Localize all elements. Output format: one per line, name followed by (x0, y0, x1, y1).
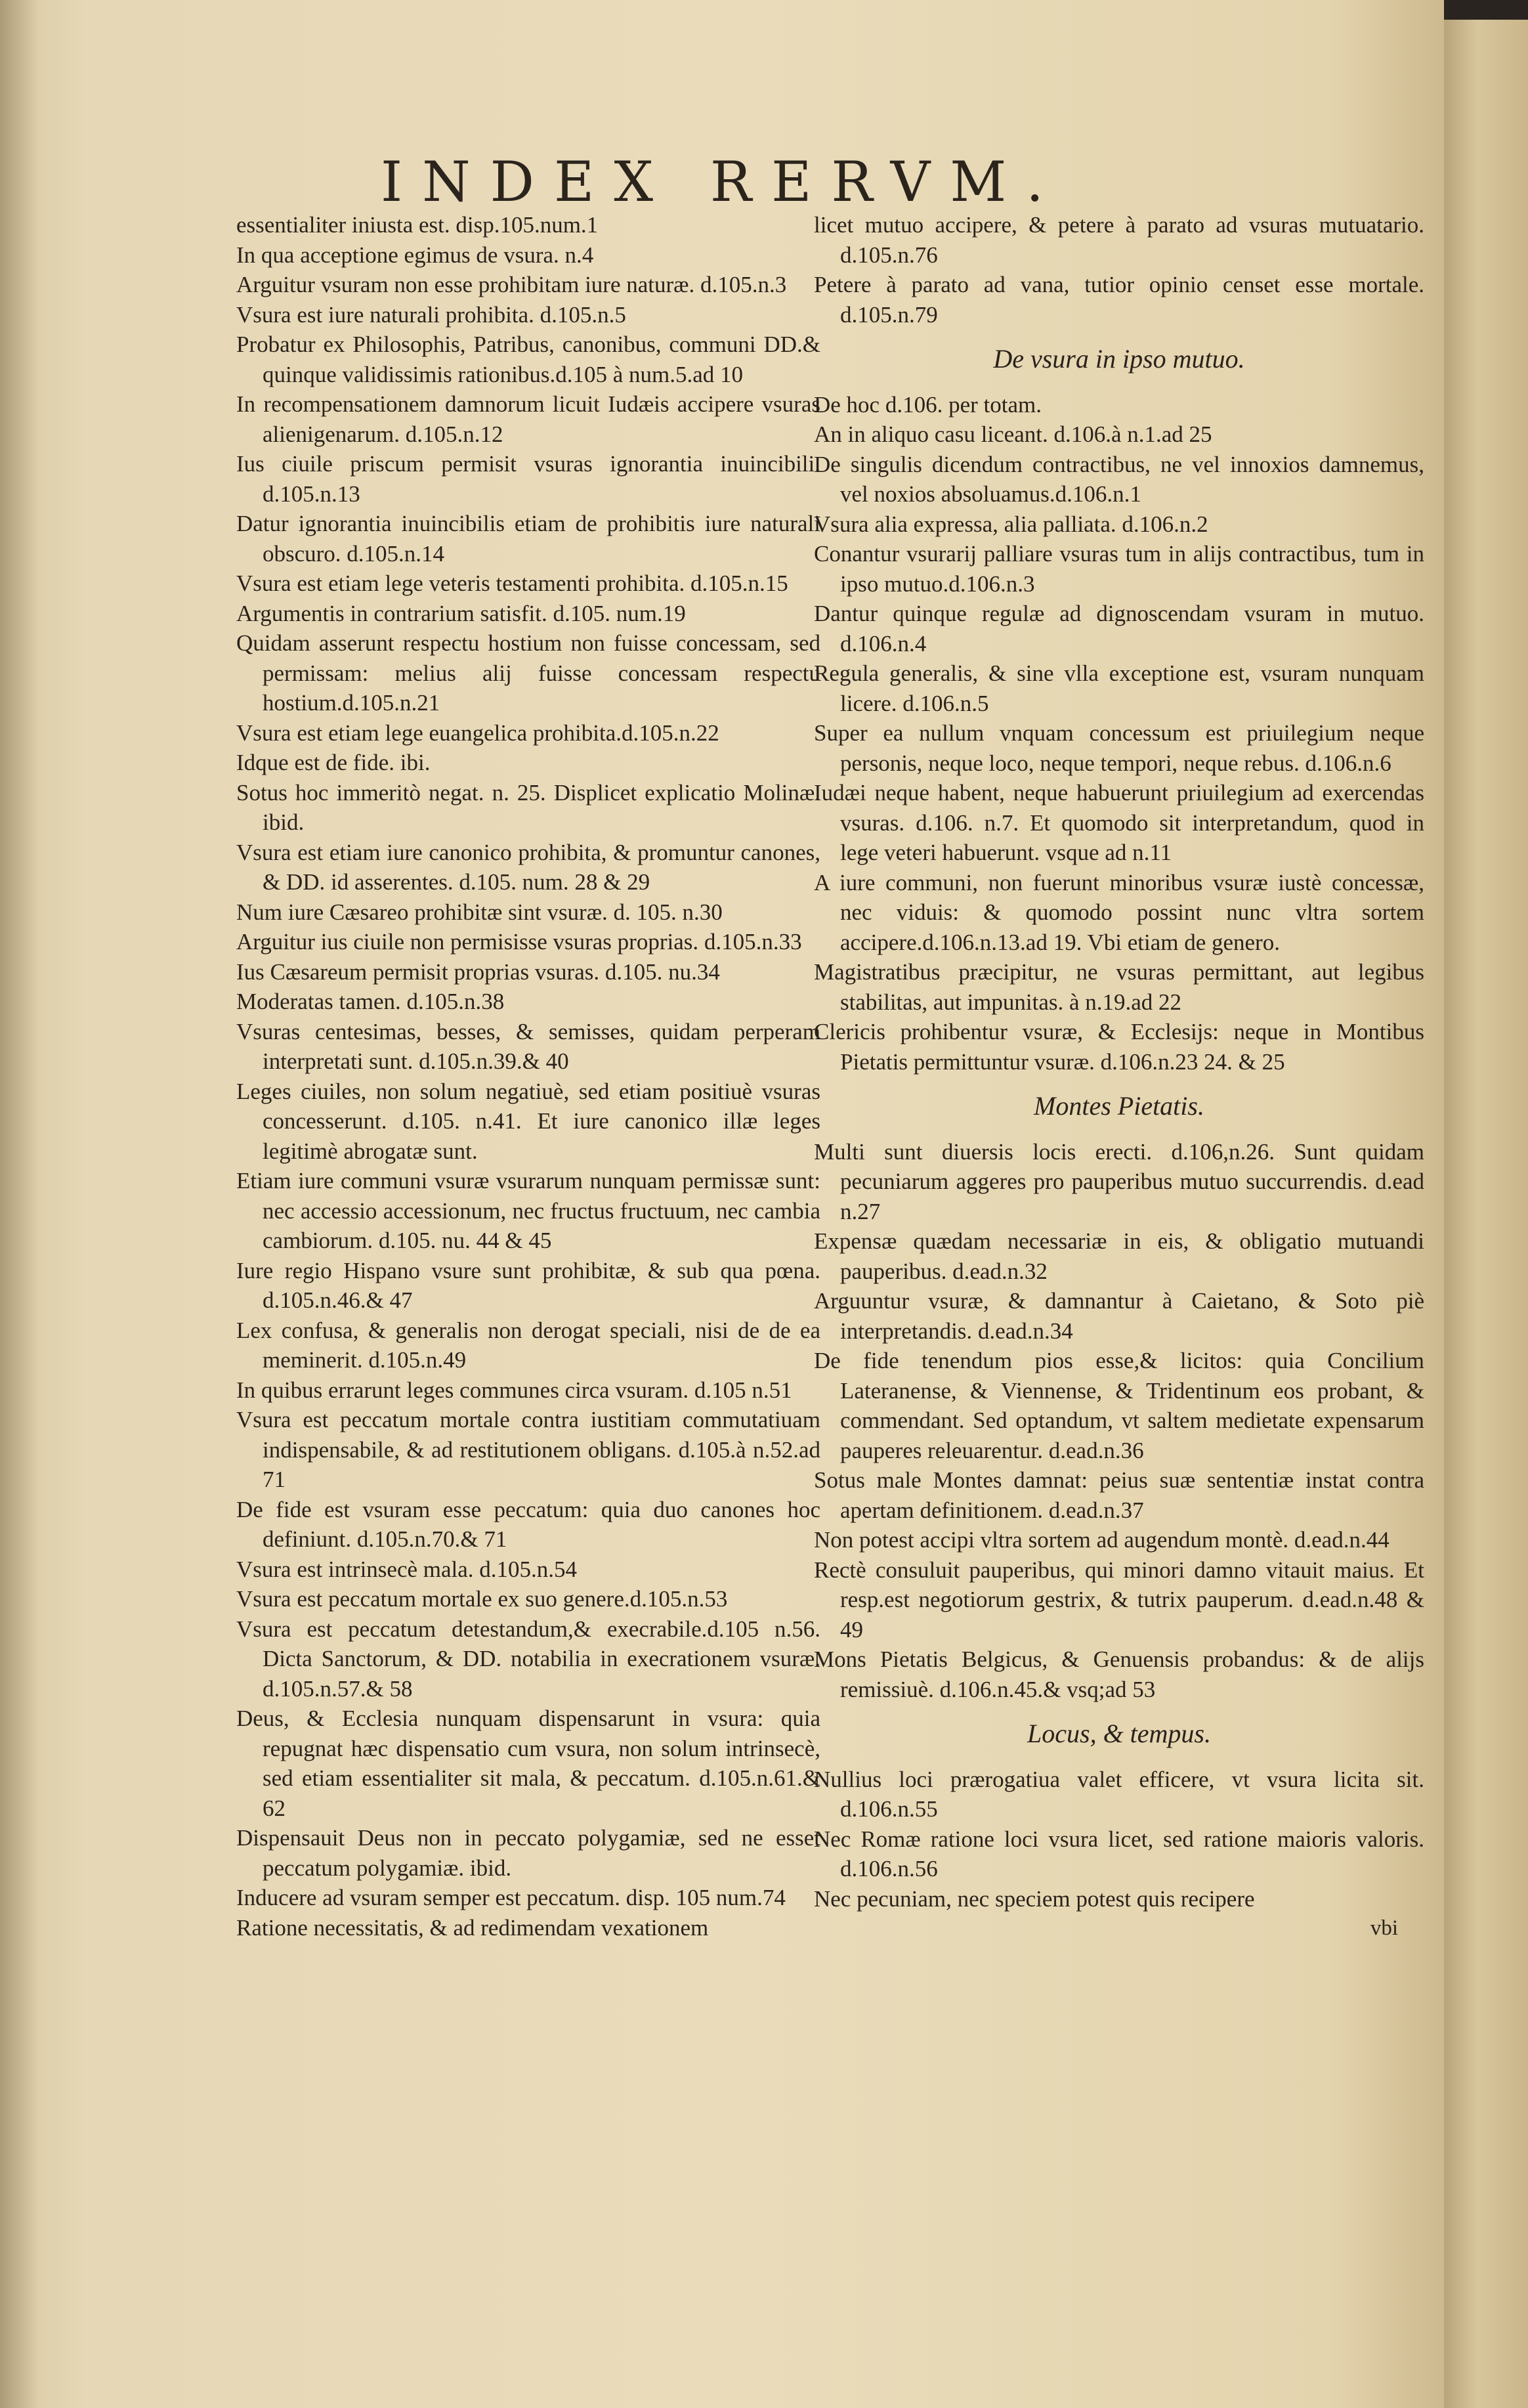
index-entry: Dantur quinque regulæ ad dignoscendam vsuram in mutuo. d.106.n.4 (814, 601, 1424, 656)
index-entry: Multi sunt diuersis locis erecti. d.106,n.26. Sunt quidam pecuniarum aggeres pro pauperibus mutuo succurrendis. d.ead n.27 (814, 1138, 1424, 1224)
left-column (236, 210, 820, 1943)
index-entry: Vsura est peccatum mortale contra iustitiam commutatiuam indispensabile, & ad restitutionem obligans. d.105.à n.52.ad 71 (236, 1407, 820, 1492)
index-entry: Arguitur vsuram non esse prohibitam iure naturæ. d.105.n.3 (236, 272, 787, 297)
index-entry: Arguitur ius ciuile non permisisse vsuras proprias. d.105.n.33 (236, 929, 802, 955)
index-entry: Magistratibus præcipitur, ne vsuras permittant, aut legibus stabilitas, aut impunitas. à n.19.ad 22 (814, 959, 1424, 1015)
index-entry: Quidam asserunt respectu hostium non fuisse concessam, sed permissam: melius alij fuisse concessam respectu hostium.d.105.n.21 (236, 630, 820, 716)
index-entry: An in aliquo casu liceant. d.106.à n.1.ad 25 (814, 421, 1212, 447)
index-entry: Idque est de fide. ibi. (236, 750, 431, 775)
index-entry: Iure regio Hispano vsure sunt prohibitæ, & sub qua pœna. d.105.n.46.& 47 (236, 1257, 820, 1313)
index-entry: Leges ciuiles, non solum negatiuè, sed etiam positiuè vsuras concesserunt. d.105. n.41. Et iure canonico illæ leges legitimè abrogatæ sunt. (236, 1078, 820, 1164)
index-entry: De fide tenendum pios esse,& licitos: quia Concilium Lateranense, & Viennense, & Tridentinum eos probant, & commendant. Sed optandum, vt saltem medietate expensarum pauperes releuarentur. d.ead.n.36 (814, 1348, 1424, 1463)
index-entry: Vsura est iure naturali prohibita. d.105.n.5 (236, 301, 626, 328)
index-entry: Mons Pietatis Belgicus, & Genuensis probandus: & de alijs remissiuè. d.106.n.45.& vsq;ad 53 (814, 1646, 1424, 1702)
index-entry: In qua acceptione egimus de vsura. n.4 (236, 242, 594, 268)
index-entry: licet mutuo accipere, & petere à parato ad vsuras mutuatario. d.105.n.76 (814, 212, 1424, 268)
index-entry: Etiam iure communi vsuræ vsurarum nunquam permissæ sunt: nec accessio accessionum, nec fructus fructuum, nec cambia cambiorum. d.105. nu. 44 & 45 (236, 1168, 820, 1253)
right-column (814, 210, 1424, 1944)
index-entry: De singulis dicendum contractibus, ne vel innoxios damnemus, vel noxios absoluamus.d.106.n.1 (814, 451, 1424, 507)
index-entry: Arguuntur vsuræ, & damnantur à Caietano, & Soto piè interpretandis. d.ead.n.34 (814, 1288, 1424, 1344)
index-entry: Vsura est etiam lege veteris testamenti prohibita. d.105.n.15 (236, 570, 788, 596)
index-entry: Num iure Cæsareo prohibitæ sint vsuræ. d. 105. n.30 (236, 899, 723, 925)
index-entry: Lex confusa, & generalis non derogat speciali, nisi de de ea meminerit. d.105.n.49 (236, 1317, 820, 1373)
index-entry: Super ea nullum vnquam concessum est priuilegium neque personis, neque loco, neque tempori, neque rebus. d.106.n.6 (814, 720, 1424, 776)
index-entry: Sotus hoc immeritò negat. n. 25. Displicet explicatio Molinæ. ibid. (236, 779, 820, 835)
index-entry: Vsura alia expressa, alia palliata. d.106.n.2 (814, 511, 1208, 537)
index-entry: Ius ciuile priscum permisit vsuras ignorantia inuincibili. d.105.n.13 (236, 451, 820, 507)
next-page-edge (1444, 20, 1528, 2408)
index-entry: essentialiter iniusta est. disp.105.num.1 (236, 212, 599, 238)
index-entry: Dispensauit Deus non in peccato polygamiæ, sed ne esset peccatum polygamiæ. ibid. (236, 1825, 820, 1881)
index-entry: Nec pecuniam, nec speciem potest quis recipere (814, 1885, 1255, 1912)
index-entry: Moderatas tamen. d.105.n.38 (236, 989, 505, 1014)
index-entry: Vsura est intrinsecè mala. d.105.n.54 (236, 1556, 578, 1582)
index-entry: Argumentis in contrarium satisfit. d.105. num.19 (236, 600, 686, 626)
section-heading: De vsura in ipso mutuo. (993, 344, 1245, 374)
index-entry: A iure communi, non fuerunt minoribus vsuræ iustè concessæ, nec viduis: & quomodo possint nunc vltra sortem accipere.d.106.n.13.ad 19. Vbi etiam de genero. (814, 869, 1424, 955)
section-heading: Locus, & tempus. (1027, 1719, 1211, 1748)
index-entry: De fide est vsuram esse peccatum: quia duo canones hoc definiunt. d.105.n.70.& 71 (236, 1496, 820, 1552)
index-entry: Rectè consuluit pauperibus, qui minori damno vitauit maius. Et resp.est negotiorum gestrix, & tutrix pauperum. d.ead.n.48 & 49 (814, 1557, 1424, 1643)
index-entry: Nec Romæ ratione loci vsura licet, sed ratione maioris valoris. d.106.n.56 (814, 1826, 1424, 1881)
index-entry: Vsura est peccatum detestandum,& execrabile.d.105 n.56. Dicta Sanctorum, & DD. notabilia in execrationem vsuræ. d.105.n.57.& 58 (236, 1616, 820, 1702)
index-entry: Datur ignorantia inuincibilis etiam de prohibitis iure naturali obscuro. d.105.n.14 (236, 511, 820, 567)
index-entry: Ius Cæsareum permisit proprias vsuras. d.105. nu.34 (236, 958, 720, 985)
index-entry: Petere à parato ad vana, tutior opinio censet esse mortale. d.105.n.79 (814, 272, 1424, 328)
index-entry: Clericis prohibentur vsuræ, & Ecclesijs: neque in Montibus Pietatis permittuntur vsuræ. d.106.n.23 24. & 25 (814, 1019, 1424, 1075)
index-entry: In recompensationem damnorum licuit Iudæis accipere vsuras alienigenarum. d.105.n.12 (236, 391, 820, 447)
index-entry: Sotus male Montes damnat: peius suæ sententiæ instat contra apertam definitionem. d.ead.n.37 (814, 1467, 1424, 1523)
index-entry: Vsura est etiam lege euangelica prohibita.d.105.n.22 (236, 720, 719, 746)
index-entry: Conantur vsurarij palliare vsuras tum in alijs contractibus, tum in ipso mutuo.d.106.n.3 (814, 541, 1424, 597)
index-entry: Deus, & Ecclesia nunquam dispensarunt in vsura: quia repugnat hæc dispensatio cum vsura, non solum intrinsecè, sed etiam essentialiter sit mala, & peccatum. d.105.n.61.& 62 (236, 1706, 820, 1821)
index-entry: Iudæi neque habent, neque habuerunt priuilegium ad exercendas vsuras. d.106. n.7. Et quomodo sit interpretandum, quod in lege veteri habuerunt. vsque ad n.11 (814, 780, 1424, 865)
index-entry: Nullius loci prærogatiua valet efficere, vt vsura licita sit. d.106.n.55 (814, 1766, 1424, 1822)
index-entry: Vsuras centesimas, besses, & semisses, quidam perperam interpretati sunt. d.105.n.39.& 40 (236, 1018, 820, 1074)
index-entry: Regula generalis, & sine vlla exceptione est, vsuram nunquam licere. d.106.n.5 (814, 660, 1424, 716)
section-heading: Montes Pietatis. (1034, 1091, 1204, 1121)
index-entry: Inducere ad vsuram semper est peccatum. disp. 105 num.74 (236, 1885, 786, 1910)
index-entry: Probatur ex Philosophis, Patribus, canonibus, communi DD.& quinque validissimis rationibus.d.105 à num.5.ad 10 (236, 332, 820, 387)
index-entry: Ratione necessitatis, & ad redimendam vexationem (236, 1914, 709, 1941)
spine-shadow (0, 0, 39, 2408)
index-entry: Non potest accipi vltra sortem ad augendum montè. d.ead.n.44 (814, 1527, 1390, 1553)
catchword: vbi (1370, 1916, 1398, 1940)
index-entry: De hoc d.106. per totam. (814, 391, 1042, 418)
index-entry: Expensæ quædam necessariæ in eis, & obligatio mutuandi pauperibus. d.ead.n.32 (814, 1228, 1424, 1284)
page-title: INDEX RERVM. (380, 150, 1064, 214)
index-entry: In quibus errarunt leges communes circa vsuram. d.105 n.51 (236, 1377, 792, 1403)
index-entry: Vsura est etiam iure canonico prohibita, & promuntur canones, & DD. id asserentes. d.105. num. 28 & 29 (236, 839, 820, 895)
index-entry: Vsura est peccatum mortale ex suo genere.d.105.n.53 (236, 1586, 728, 1612)
